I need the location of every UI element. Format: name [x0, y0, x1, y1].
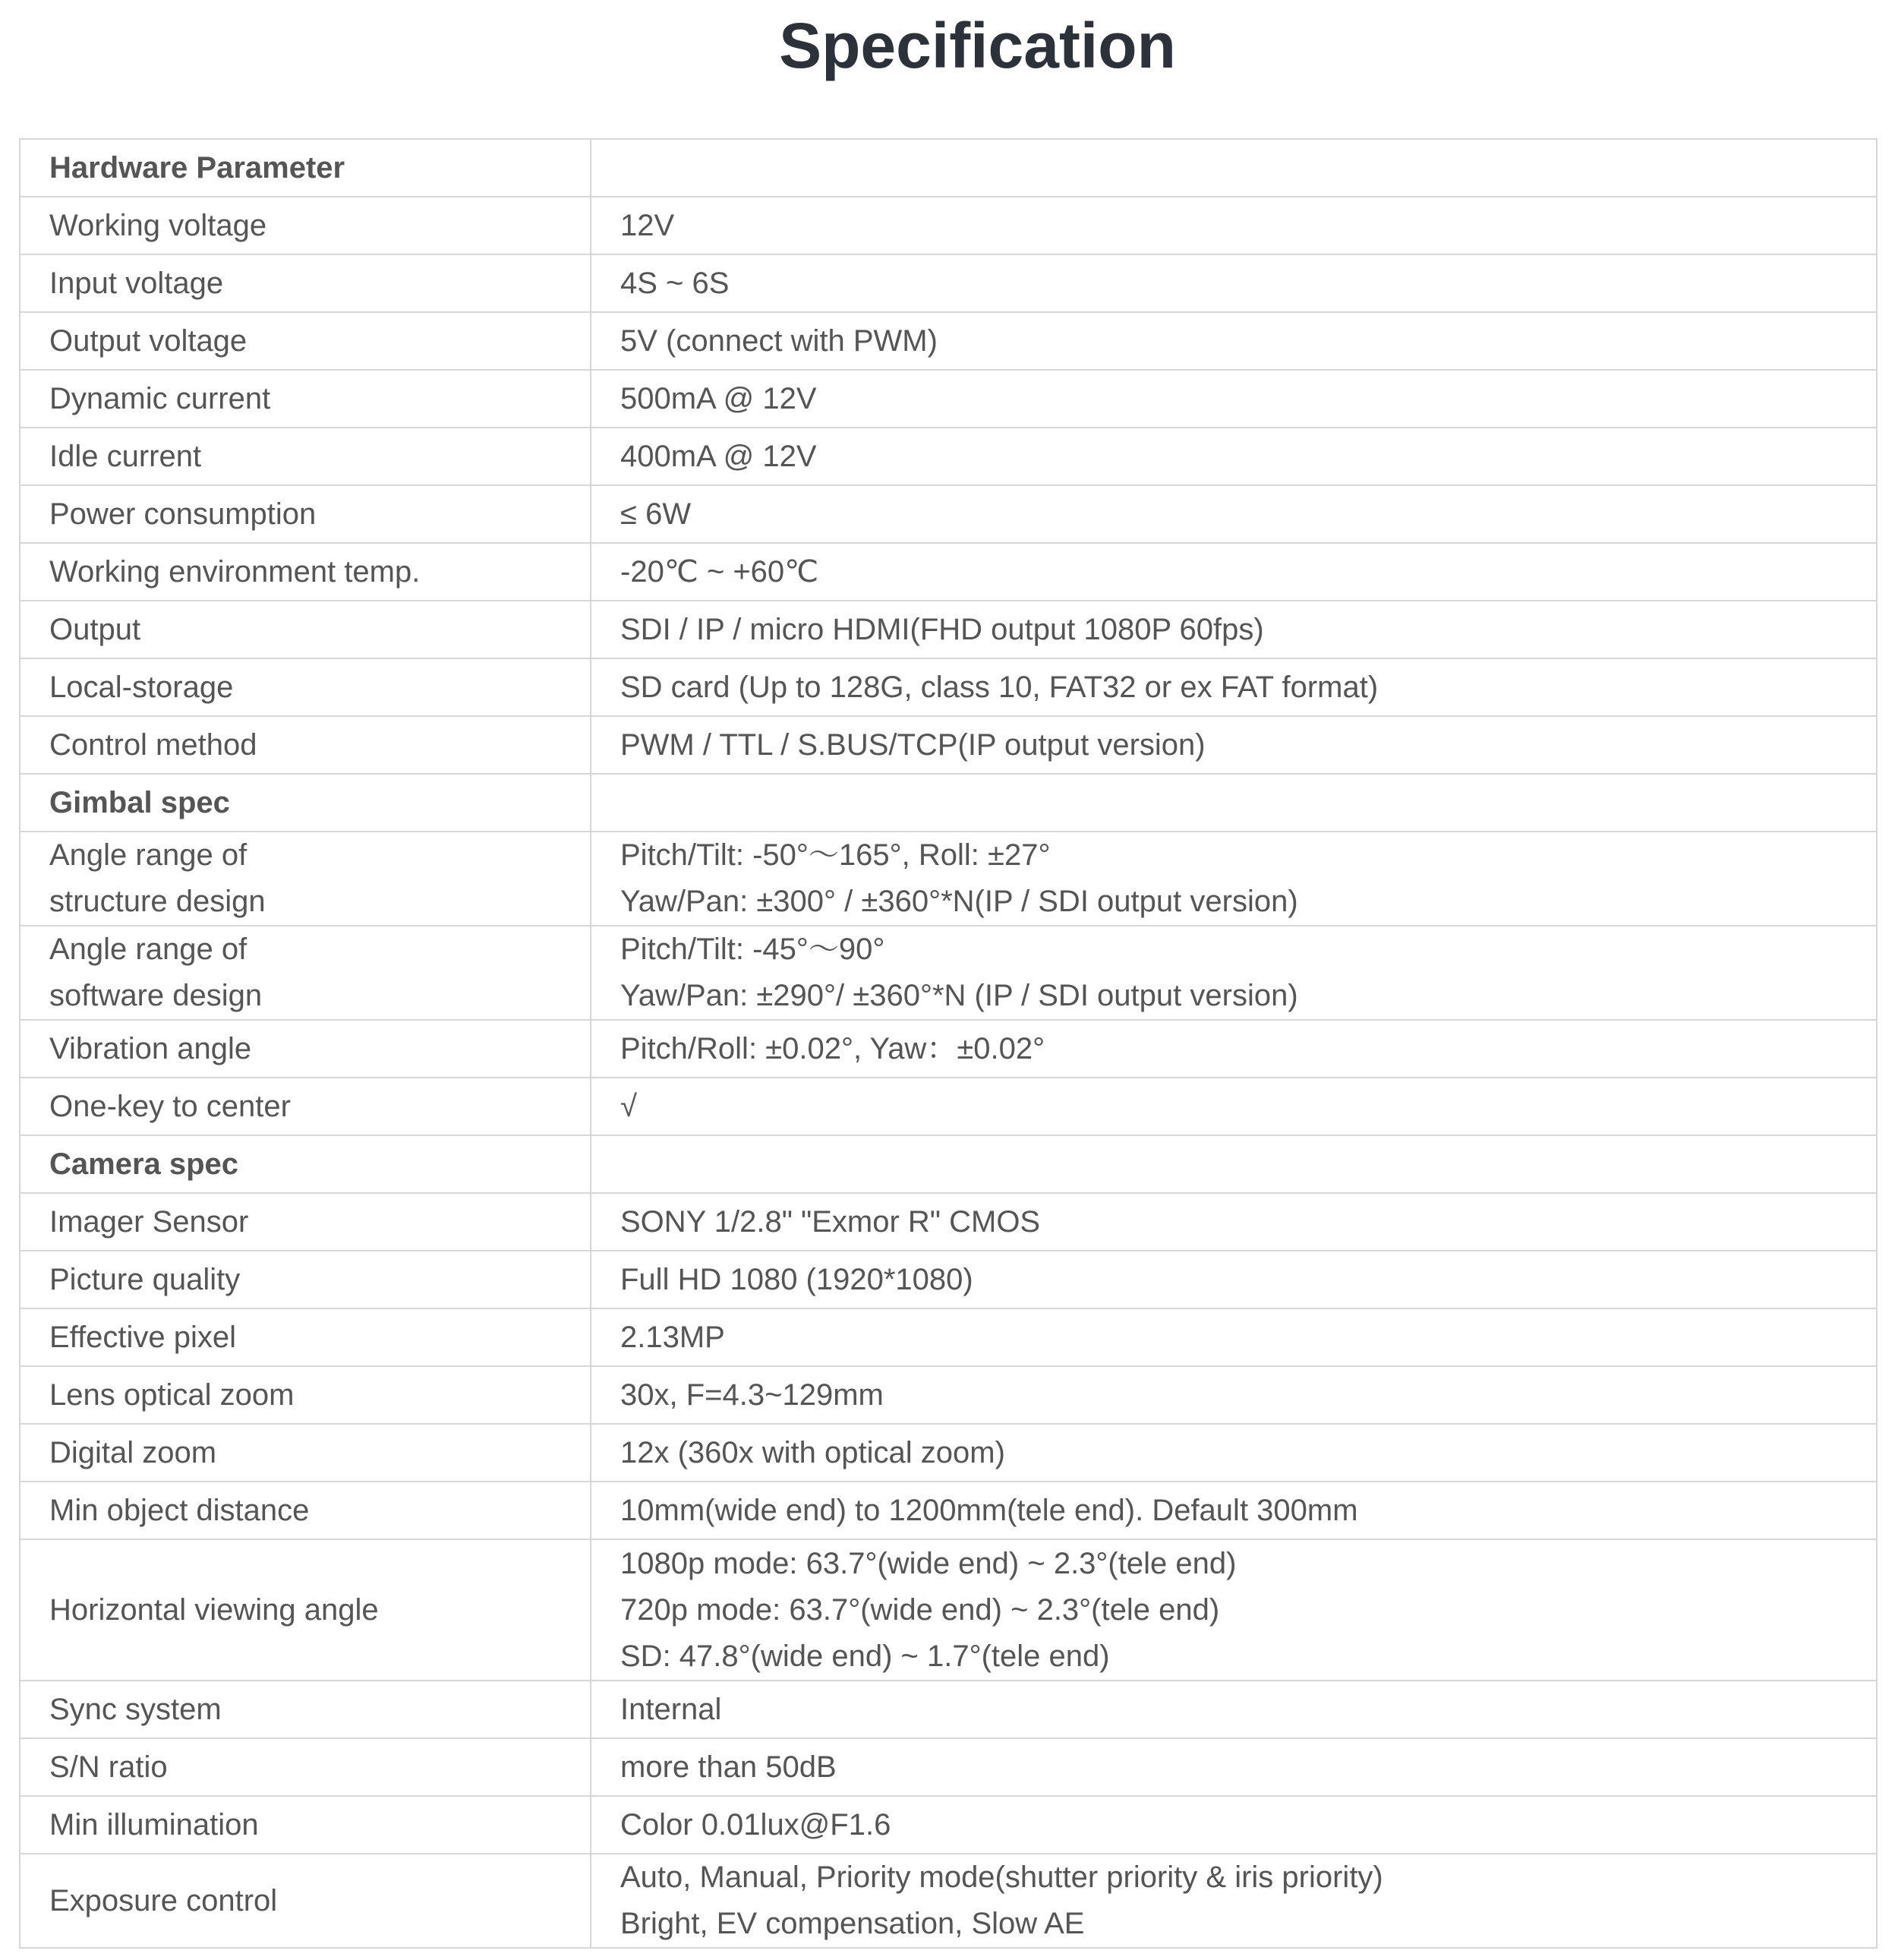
parameter-cell	[20, 658, 591, 716]
spec-table	[19, 138, 1878, 1949]
value-text: SDI / IP / micro HDMI(FHD output 1080P 60fps)	[620, 612, 1264, 646]
parameter-label: Output voltage	[49, 324, 247, 358]
page-title: Specification	[779, 10, 1176, 81]
parameter-cell	[20, 1193, 591, 1251]
value-cell	[591, 370, 1877, 428]
table-row	[20, 312, 1877, 370]
parameter-label: Control method	[49, 728, 257, 762]
table-row	[20, 716, 1877, 774]
parameter-cell	[20, 1482, 591, 1539]
parameter-cell	[20, 197, 591, 254]
value-text: Pitch/Roll: ±0.02°, Yaw：±0.02°	[620, 1031, 1045, 1065]
section-header-row	[20, 774, 1877, 832]
value-text: Pitch/Tilt: -50°～165°, Roll: ±27°	[620, 838, 1051, 872]
table-row	[20, 1251, 1877, 1308]
parameter-cell	[20, 601, 591, 658]
value-cell	[591, 312, 1877, 370]
parameter-label: Imager Sensor	[49, 1204, 249, 1239]
parameter-cell	[20, 428, 591, 485]
parameter-cell	[20, 1251, 591, 1308]
value-text: more than 50dB	[620, 1750, 837, 1784]
value-text: 400mA @ 12V	[620, 439, 817, 473]
value-cell	[591, 1078, 1877, 1135]
value-text: 12x (360x with optical zoom)	[620, 1435, 1005, 1469]
parameter-label: Horizontal viewing angle	[49, 1592, 379, 1627]
value-text: ≤ 6W	[620, 497, 692, 531]
value-cell	[591, 428, 1877, 485]
parameter-cell	[20, 485, 591, 543]
parameter-cell	[20, 254, 591, 312]
parameter-label: One-key to center	[49, 1089, 291, 1123]
table-row	[20, 197, 1877, 254]
value-cell	[591, 832, 1877, 926]
table-row	[20, 1078, 1877, 1135]
value-text: 30x, F=4.3~129mm	[620, 1378, 884, 1412]
value-text: PWM / TTL / S.BUS/TCP(IP output version)	[620, 728, 1206, 762]
table-row	[20, 601, 1877, 658]
parameter-cell	[20, 370, 591, 428]
table-row	[20, 832, 1877, 926]
parameter-label: Vibration angle	[49, 1031, 252, 1065]
value-cell	[591, 254, 1877, 312]
parameter-cell	[20, 312, 591, 370]
value-text: Yaw/Pan: ±300° / ±360°*N(IP / SDI output version)	[620, 885, 1298, 918]
value-text: 1080p mode: 63.7°(wide end) ~ 2.3°(tele end)	[620, 1546, 1237, 1580]
spec-table-body	[20, 139, 1877, 1948]
value-text: SONY 1/2.8" "Exmor R" CMOS	[620, 1204, 1041, 1239]
parameter-label: Effective pixel	[49, 1320, 237, 1354]
parameter-cell	[20, 1796, 591, 1854]
value-text: 500mA @ 12V	[620, 381, 817, 415]
parameter-label: Picture quality	[49, 1262, 241, 1296]
value-cell	[591, 716, 1877, 774]
table-row	[20, 1366, 1877, 1424]
table-row	[20, 254, 1877, 312]
value-cell	[591, 1681, 1877, 1738]
parameter-label: Working voltage	[49, 208, 267, 242]
section-heading-empty-cell	[591, 139, 1877, 197]
parameter-cell	[20, 1366, 591, 1424]
parameter-label: structure design	[49, 885, 266, 918]
value-cell	[591, 1193, 1877, 1251]
parameter-label: S/N ratio	[49, 1750, 168, 1784]
section-heading: Gimbal spec	[20, 774, 591, 832]
value-text: 4S ~ 6S	[620, 266, 730, 300]
value-cell	[591, 1366, 1877, 1424]
value-cell	[591, 197, 1877, 254]
parameter-cell	[20, 1854, 591, 1948]
value-text: -20℃ ~ +60℃	[620, 554, 819, 589]
table-row	[20, 926, 1877, 1020]
value-cell	[591, 1482, 1877, 1539]
parameter-cell	[20, 1681, 591, 1738]
table-row	[20, 485, 1877, 543]
value-text: Yaw/Pan: ±290°/ ±360°*N (IP / SDI output version)	[620, 979, 1298, 1012]
value-text: Bright, EV compensation, Slow AE	[620, 1907, 1085, 1940]
parameter-label: Input voltage	[49, 266, 224, 300]
value-cell	[591, 485, 1877, 543]
value-cell	[591, 1539, 1877, 1681]
value-text: SD: 47.8°(wide end) ~ 1.7°(tele end)	[620, 1639, 1110, 1673]
value-cell	[591, 926, 1877, 1020]
parameter-label: Working environment temp.	[49, 554, 421, 589]
parameter-label: software design	[49, 979, 263, 1012]
value-cell	[591, 1854, 1877, 1948]
value-cell	[591, 1738, 1877, 1796]
table-row	[20, 1193, 1877, 1251]
value-text: Auto, Manual, Priority mode(shutter priority & iris priority)	[620, 1861, 1383, 1894]
table-row	[20, 428, 1877, 485]
table-row	[20, 1796, 1877, 1854]
parameter-label: Dynamic current	[49, 381, 271, 415]
value-text: 5V (connect with PWM)	[620, 324, 938, 358]
value-cell	[591, 1796, 1877, 1854]
value-cell	[591, 543, 1877, 601]
value-text: 2.13MP	[620, 1320, 725, 1354]
parameter-label: Angle range of	[49, 838, 247, 872]
value-cell	[591, 1020, 1877, 1078]
value-cell	[591, 1308, 1877, 1366]
section-header-row	[20, 139, 1877, 197]
value-cell	[591, 658, 1877, 716]
value-text: 10mm(wide end) to 1200mm(tele end). Default 300mm	[620, 1493, 1358, 1527]
parameter-label: Digital zoom	[49, 1435, 217, 1469]
table-row	[20, 370, 1877, 428]
value-text: 720p mode: 63.7°(wide end) ~ 2.3°(tele end)	[620, 1592, 1220, 1627]
parameter-cell	[20, 543, 591, 601]
parameter-label: Angle range of	[49, 933, 247, 966]
parameter-cell	[20, 1078, 591, 1135]
parameter-label: Sync system	[49, 1692, 222, 1726]
parameter-cell	[20, 1308, 591, 1366]
table-row	[20, 1308, 1877, 1366]
parameter-label: Lens optical zoom	[49, 1378, 295, 1412]
table-row	[20, 1020, 1877, 1078]
value-text: SD card (Up to 128G, class 10, FAT32 or ex FAT format)	[620, 670, 1379, 704]
parameter-cell	[20, 926, 591, 1020]
section-heading: Camera spec	[20, 1135, 591, 1193]
table-row	[20, 1424, 1877, 1482]
table-row	[20, 1854, 1877, 1948]
parameter-cell	[20, 1424, 591, 1482]
value-text: Pitch/Tilt: -45°～90°	[620, 933, 885, 966]
table-row	[20, 543, 1877, 601]
value-text: Internal	[620, 1692, 722, 1726]
parameter-cell	[20, 1020, 591, 1078]
section-header-row	[20, 1135, 1877, 1193]
value-text: √	[620, 1089, 637, 1123]
parameter-label: Min illumination	[49, 1807, 259, 1842]
table-row	[20, 1539, 1877, 1681]
parameter-label: Power consumption	[49, 497, 317, 531]
parameter-cell	[20, 832, 591, 926]
value-cell	[591, 1251, 1877, 1308]
parameter-label: Local-storage	[49, 670, 234, 704]
parameter-label: Output	[49, 612, 141, 646]
parameter-cell	[20, 716, 591, 774]
parameter-cell	[20, 1738, 591, 1796]
value-text: Color 0.01lux@F1.6	[620, 1807, 891, 1842]
table-row	[20, 658, 1877, 716]
value-text: Full HD 1080 (1920*1080)	[620, 1262, 973, 1296]
section-heading-empty-cell	[591, 1135, 1877, 1193]
table-row	[20, 1681, 1877, 1738]
table-row	[20, 1482, 1877, 1539]
section-heading: Hardware Parameter	[20, 139, 591, 197]
value-text: 12V	[620, 208, 675, 242]
table-row	[20, 1738, 1877, 1796]
parameter-cell	[20, 1539, 591, 1681]
value-cell	[591, 1424, 1877, 1482]
section-heading-empty-cell	[591, 774, 1877, 832]
parameter-label: Idle current	[49, 439, 202, 473]
value-cell	[591, 601, 1877, 658]
parameter-label: Min object distance	[49, 1493, 310, 1527]
parameter-label: Exposure control	[49, 1883, 278, 1917]
